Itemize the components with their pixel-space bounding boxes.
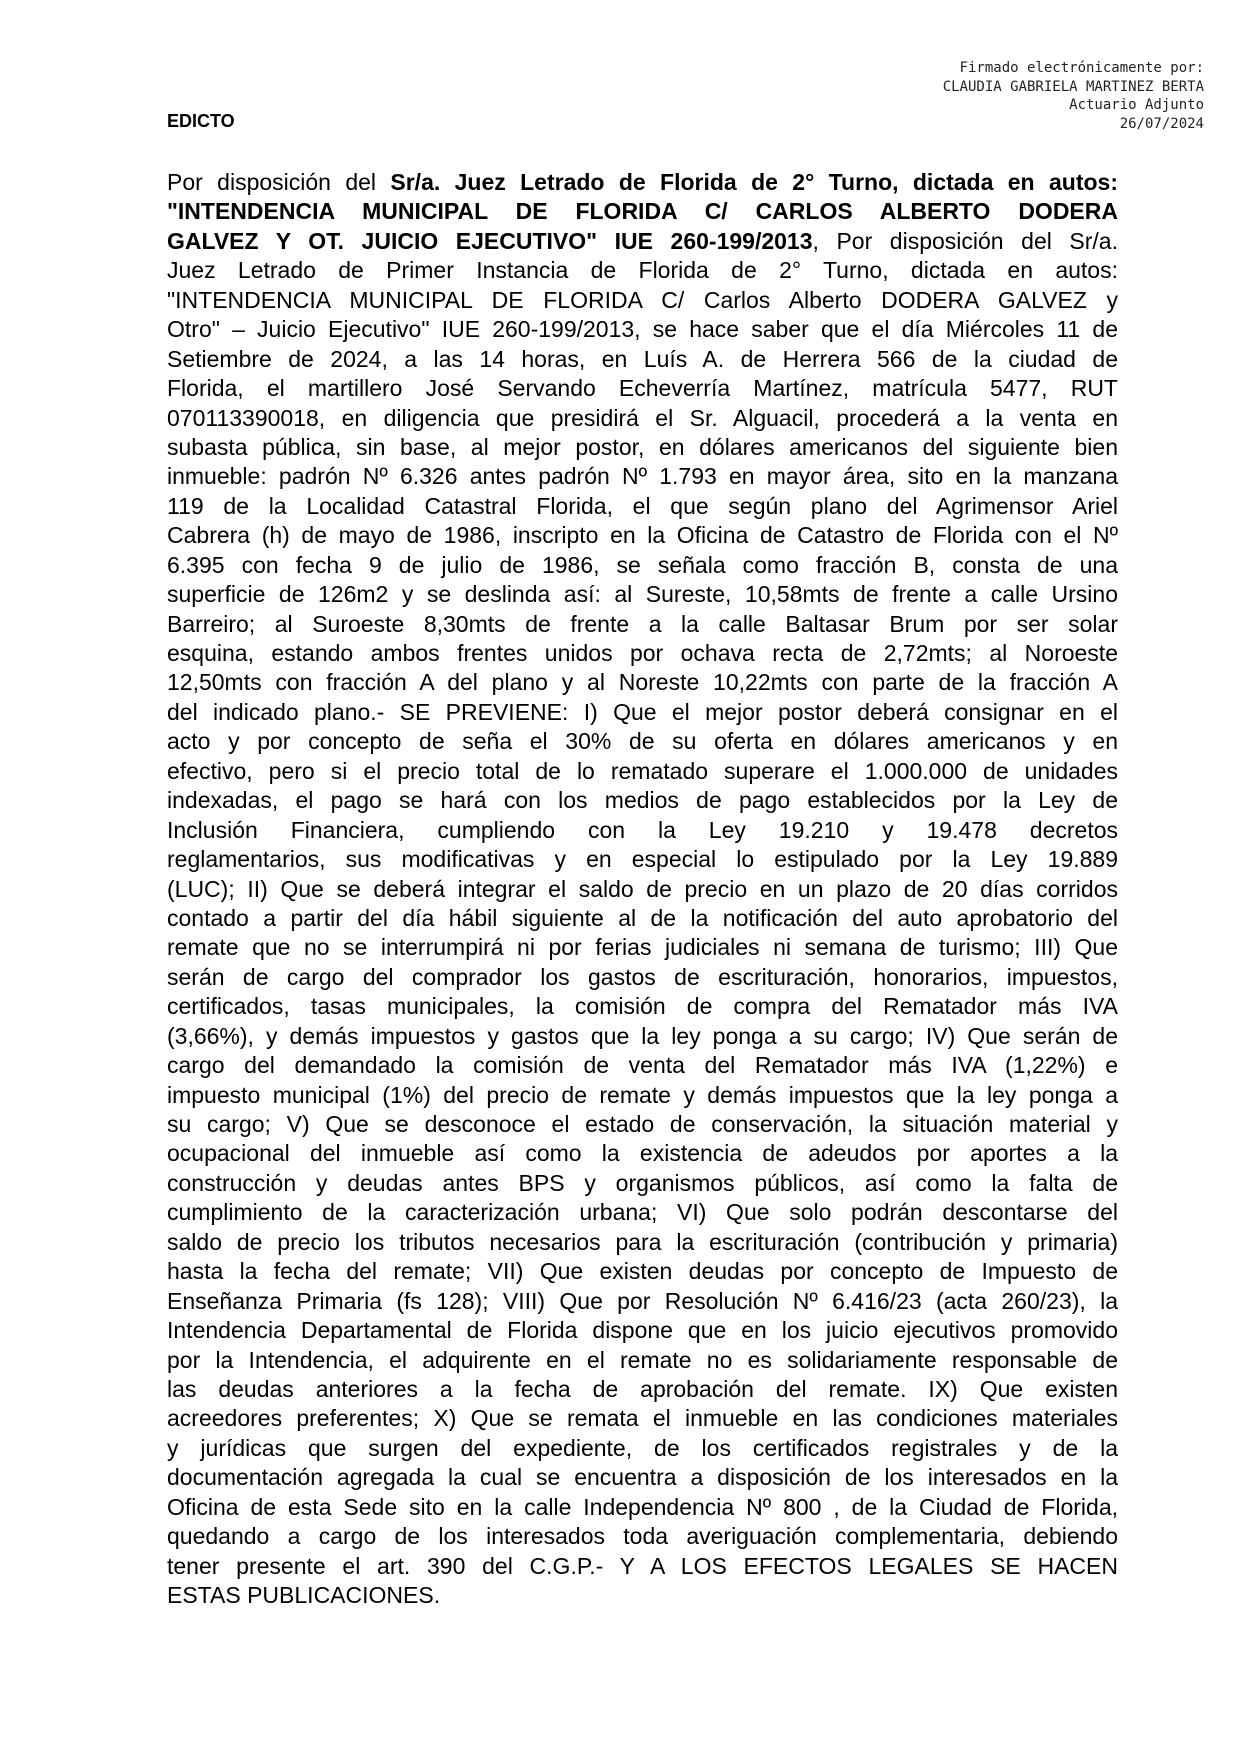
body-line: Barreiro; al Suroeste 8,30mts de frente a la calle Baltasar Brum por ser solar xyxy=(167,610,1118,637)
body-line: documentación agregada la cual se encuentra a disposición de los interesados en la xyxy=(167,1464,1118,1491)
body-line: (3,66%), y demás impuestos y gastos que la ley ponga a su cargo; IV) Que serán de xyxy=(167,1022,1118,1049)
body-line: certificados, tasas municipales, la comisión de compra del Rematador más IVA xyxy=(167,993,1118,1020)
body-line: 6.395 con fecha 9 de julio de 1986, se señala como fracción B, consta de una xyxy=(167,551,1118,578)
body-line: impuesto municipal (1%) del precio de remate y demás impuestos que la ley ponga a xyxy=(167,1081,1118,1108)
body-line: acto y por concepto de seña el 30% de su oferta en dólares americanos y en xyxy=(167,728,1118,755)
body-line: efectivo, pero si el precio total de lo rematado superare el 1.000.000 de unidades xyxy=(167,757,1118,784)
document-title: EDICTO xyxy=(167,111,235,131)
body-line: 070113390018, en diligencia que presidirá el Sr. Alguacil, procederá a la venta en xyxy=(167,404,1118,431)
body-line: esquina, estando ambos frentes unidos por ochava recta de 2,72mts; al Noroeste xyxy=(167,640,1118,666)
body-line: "INTENDENCIA MUNICIPAL DE FLORIDA C/ Carlos Alberto DODERA GALVEZ y xyxy=(167,286,1118,313)
body-line-final: ESTAS PUBLICACIONES. xyxy=(167,1582,441,1608)
body-line: Enseñanza Primaria (fs 128); VIII) Que por Resolución Nº 6.416/23 (acta 260/23), la xyxy=(167,1287,1118,1314)
body-line: las deudas anteriores a la fecha de aprobación del remate. IX) Que existen xyxy=(167,1375,1118,1402)
body-line: Oficina de esta Sede sito en la calle Independencia Nº 800 , de la Ciudad de Florida, xyxy=(167,1493,1118,1520)
body-line: Otro" – Juicio Ejecutivo" IUE 260-199/2013, se hace saber que el día Miércoles 11 de xyxy=(167,316,1118,343)
body-line: superficie de 126m2 y se deslinda así: al Sureste, 10,58mts de frente a calle Ursino xyxy=(167,581,1118,608)
body-line: indexadas, el pago se hará con los medios de pago establecidos por la Ley de xyxy=(167,787,1118,814)
body-line: tener presente el art. 390 del C.G.P.- Y A LOS EFECTOS LEGALES SE HACEN xyxy=(167,1552,1118,1579)
body-line: Setiembre de 2024, a las 14 horas, en Luís A. de Herrera 566 de la ciudad de xyxy=(167,345,1118,372)
body-line: Juez Letrado de Primer Instancia de Florida de 2° Turno, dictada en autos: xyxy=(167,257,1118,284)
signature-heading: Firmado electrónicamente por: xyxy=(959,60,1204,76)
body-line: Cabrera (h) de mayo de 1986, inscripto en la Oficina de Catastro de Florida con el Nº xyxy=(167,522,1118,549)
body-line: Intendencia Departamental de Florida dispone que en los juicio ejecutivos promovido xyxy=(167,1317,1118,1344)
body-line: ocupacional del inmueble así como la existencia de adeudos por aportes a la xyxy=(167,1140,1118,1167)
body-line: Inclusión Financiera, cumpliendo con la Ley 19.210 y 19.478 decretos xyxy=(167,816,1118,843)
body-line: Florida, el martillero José Servando Echeverría Martínez, matrícula 5477, RUT xyxy=(167,375,1118,402)
body-line: inmueble: padrón Nº 6.326 antes padrón Nº 1.793 en mayor área, sito en la manzana xyxy=(167,463,1118,490)
body-line: por la Intendencia, el adquirente en el remate no es solidariamente responsable de xyxy=(167,1346,1118,1373)
body-line: y jurídicas que surgen del expediente, de los certificados registrales y de la xyxy=(167,1434,1118,1461)
signer-role: Actuario Adjunto xyxy=(1069,97,1204,113)
body-line-segment-bold: GALVEZ Y OT. JUICIO EJECUTIVO" IUE 260-199/2013 xyxy=(167,227,813,254)
body-line: subasta pública, sin base, al mejor postor, en dólares americanos del siguiente bien xyxy=(167,433,1118,460)
body-line-segment: Por disposición del xyxy=(167,169,391,195)
body-line: quedando a cargo de los interesados toda averiguación complementaria, debiendo xyxy=(167,1523,1118,1550)
body-line: cargo del demandado la comisión de venta del Rematador más IVA (1,22%) e xyxy=(167,1052,1118,1079)
body-line: saldo de precio los tributos necesarios para la escrituración (contribución y primaria) xyxy=(167,1228,1118,1255)
body-line: (LUC); II) Que se deberá integrar el saldo de precio en un plazo de 20 días corridos xyxy=(167,875,1118,902)
body-line: "INTENDENCIA MUNICIPAL DE FLORIDA C/ CARLOS ALBERTO DODERA xyxy=(167,198,1118,225)
electronic-signature-block xyxy=(943,59,1204,133)
body-line: cumplimiento de la caracterización urbana; VI) Que solo podrán descontarse del xyxy=(167,1199,1118,1226)
edict-body xyxy=(167,168,1118,1610)
body-line: hasta la fecha del remate; VII) Que existen deudas por concepto de Impuesto de xyxy=(167,1258,1118,1285)
body-line xyxy=(167,168,1118,197)
signature-date: 26/07/2024 xyxy=(1119,115,1204,132)
body-line: acreedores preferentes; X) Que se remata el inmueble en las condiciones materiales xyxy=(167,1405,1118,1432)
body-line xyxy=(167,227,1118,256)
body-line-segment-bold: Sr/a. Juez Letrado de Florida de 2° Turno, dictada en autos: xyxy=(390,169,1118,195)
body-line: 12,50mts con fracción A del plano y al Noreste 10,22mts con parte de la fracción A xyxy=(167,669,1118,696)
body-line: 119 de la Localidad Catastral Florida, el que según plano del Agrimensor Ariel xyxy=(167,492,1118,519)
body-line: del indicado plano.- SE PREVIENE: I) Que el mejor postor deberá consignar en el xyxy=(167,698,1118,725)
body-line: reglamentarios, sus modificativas y en especial lo estipulado por la Ley 19.889 xyxy=(167,846,1118,873)
signer-name: CLAUDIA GABRIELA MARTINEZ BERTA xyxy=(942,78,1204,95)
body-line: su cargo; V) Que se desconoce el estado de conservación, la situación material y xyxy=(167,1111,1118,1137)
body-line-segment: , Por disposición del Sr/a. xyxy=(812,227,1118,254)
body-line: contado a partir del día hábil siguiente al de la notificación del auto aprobatorio del xyxy=(167,904,1118,931)
body-line: serán de cargo del comprador los gastos de escrituración, honorarios, impuestos, xyxy=(167,963,1118,990)
body-line: remate que no se interrumpirá ni por ferias judiciales ni semana de turismo; III) Que xyxy=(167,934,1118,961)
body-line: construcción y deudas antes BPS y organismos públicos, así como la falta de xyxy=(167,1169,1118,1196)
